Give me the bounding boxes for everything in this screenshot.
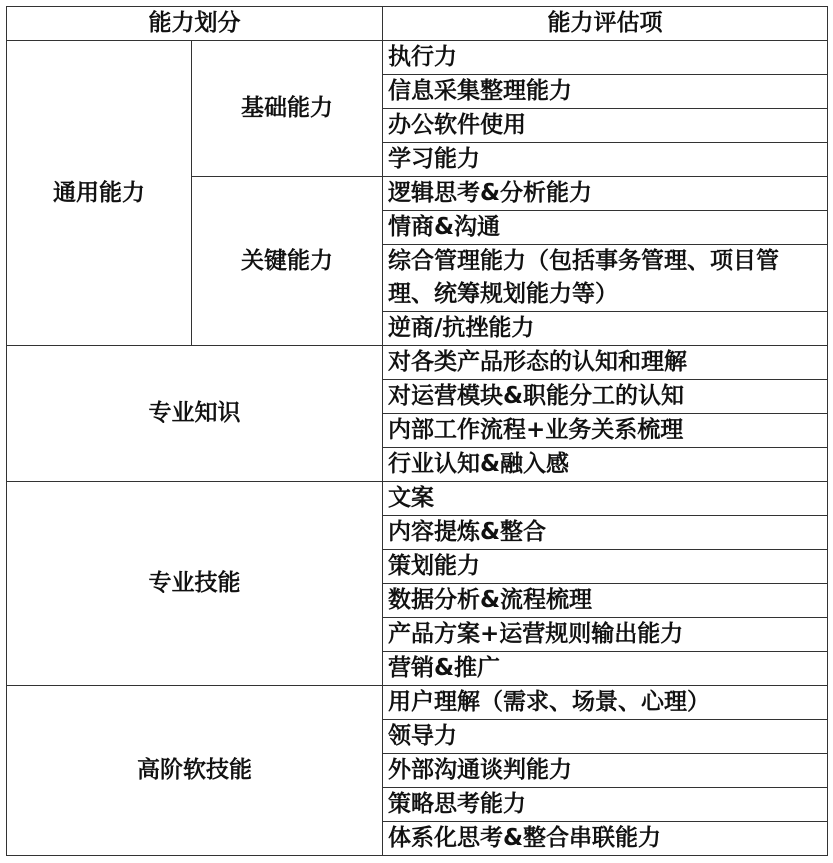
subcategory-basic: 基础能力 xyxy=(192,41,383,177)
subcategory-key: 关键能力 xyxy=(192,177,383,346)
category-general: 通用能力 xyxy=(7,41,192,346)
item-cell: 对运营模块&职能分工的认知 xyxy=(383,380,828,414)
table-row xyxy=(7,482,828,516)
item-cell: 用户理解（需求、场景、心理） xyxy=(383,686,828,720)
item-cell: 产品方案+运营规则输出能力 xyxy=(383,618,828,652)
item-cell: 数据分析&流程梳理 xyxy=(383,584,828,618)
item-cell: 行业认知&融入感 xyxy=(383,448,828,482)
header-ability-item: 能力评估项 xyxy=(383,7,828,41)
item-cell: 情商&沟通 xyxy=(383,211,828,245)
item-cell: 办公软件使用 xyxy=(383,109,828,143)
item-cell: 营销&推广 xyxy=(383,652,828,686)
item-cell: 内部工作流程+业务关系梳理 xyxy=(383,414,828,448)
item-cell: 外部沟通谈判能力 xyxy=(383,754,828,788)
header-row xyxy=(7,7,828,41)
item-cell: 体系化思考&整合串联能力 xyxy=(383,822,828,856)
item-cell: 逻辑思考&分析能力 xyxy=(383,177,828,211)
item-cell: 综合管理能力（包括事务管理、项目管理、统筹规划能力等） xyxy=(383,245,828,312)
category-knowledge: 专业知识 xyxy=(7,346,383,482)
item-cell: 对各类产品形态的认知和理解 xyxy=(383,346,828,380)
item-cell: 信息采集整理能力 xyxy=(383,75,828,109)
table-row xyxy=(7,686,828,720)
item-cell: 逆商/抗挫能力 xyxy=(383,312,828,346)
item-cell: 领导力 xyxy=(383,720,828,754)
item-cell: 策划能力 xyxy=(383,550,828,584)
category-skills: 专业技能 xyxy=(7,482,383,686)
header-ability-division: 能力划分 xyxy=(7,7,383,41)
table-row xyxy=(7,346,828,380)
item-cell: 学习能力 xyxy=(383,143,828,177)
item-cell: 文案 xyxy=(383,482,828,516)
ability-table xyxy=(6,6,828,856)
item-cell: 执行力 xyxy=(383,41,828,75)
item-cell: 内容提炼&整合 xyxy=(383,516,828,550)
table-row xyxy=(7,41,828,75)
item-cell: 策略思考能力 xyxy=(383,788,828,822)
category-soft-skills: 高阶软技能 xyxy=(7,686,383,856)
